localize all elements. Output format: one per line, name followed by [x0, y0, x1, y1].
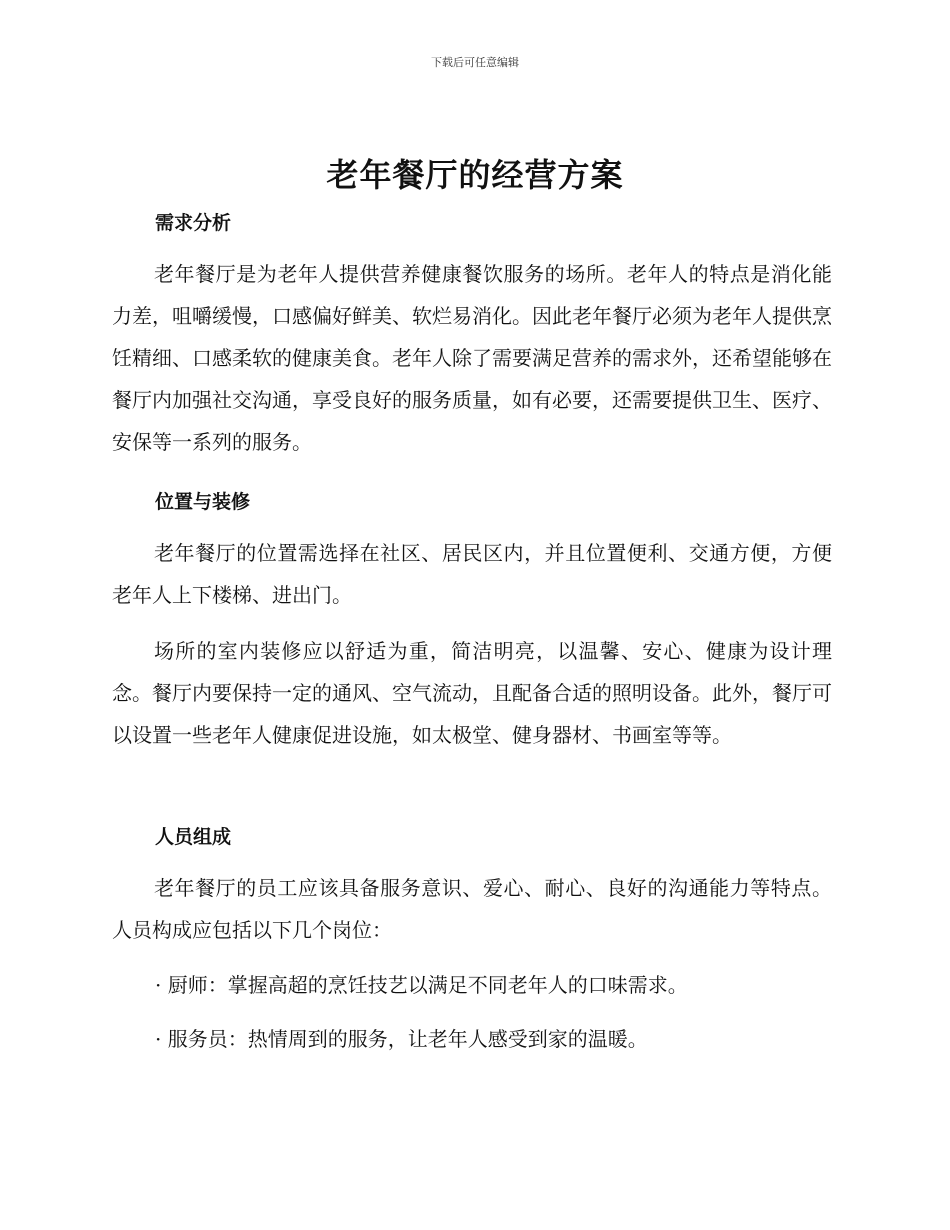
list-item-chef: · 厨师：掌握高超的烹饪技艺以满足不同老年人的口味需求。 [155, 973, 688, 997]
paragraph-staff: 老年餐厅的员工应该具备服务意识、爱心、耐心、良好的沟通能力等特点。人员构成应包括以下几个岗位： [112, 876, 832, 942]
document-title: 老年餐厅的经营方案 [326, 156, 624, 194]
section-heading-location: 位置与装修 [155, 491, 251, 513]
paragraph-decoration: 场所的室内装修应以舒适为重，简洁明亮，以温馨、安心、健康为设计理念。餐厅内要保持一定的通风、空气流动，且配备合适的照明设备。此外，餐厅可以设置一些老年人健康促进设施，如太极堂、健身器材、书画室等等。 [112, 639, 832, 747]
section-heading-staff: 人员组成 [155, 826, 232, 848]
paragraph-location: 老年餐厅的位置需选择在社区、居民区内，并且位置便利、交通方便，方便老年人上下楼梯、进出门。 [112, 541, 832, 607]
section-heading-demand: 需求分析 [155, 212, 232, 234]
paragraph-demand-analysis: 老年餐厅是为老年人提供营养健康餐饮服务的场所。老年人的特点是消化能力差，咀嚼缓慢，口感偏好鲜美、软烂易消化。因此老年餐厅必须为老年人提供烹饪精细、口感柔软的健康美食。老年人除了需要满足营养的需求外，还希望能够在餐厅内加强社交沟通，享受良好的服务质量，如有必要，还需要提供卫生、医疗、安保等一系列的服务。 [112, 262, 832, 454]
header-note: 下载后可任意编辑 [431, 56, 519, 69]
list-item-waiter: · 服务员：热情周到的服务，让老年人感受到家的温暖。 [155, 1027, 648, 1051]
